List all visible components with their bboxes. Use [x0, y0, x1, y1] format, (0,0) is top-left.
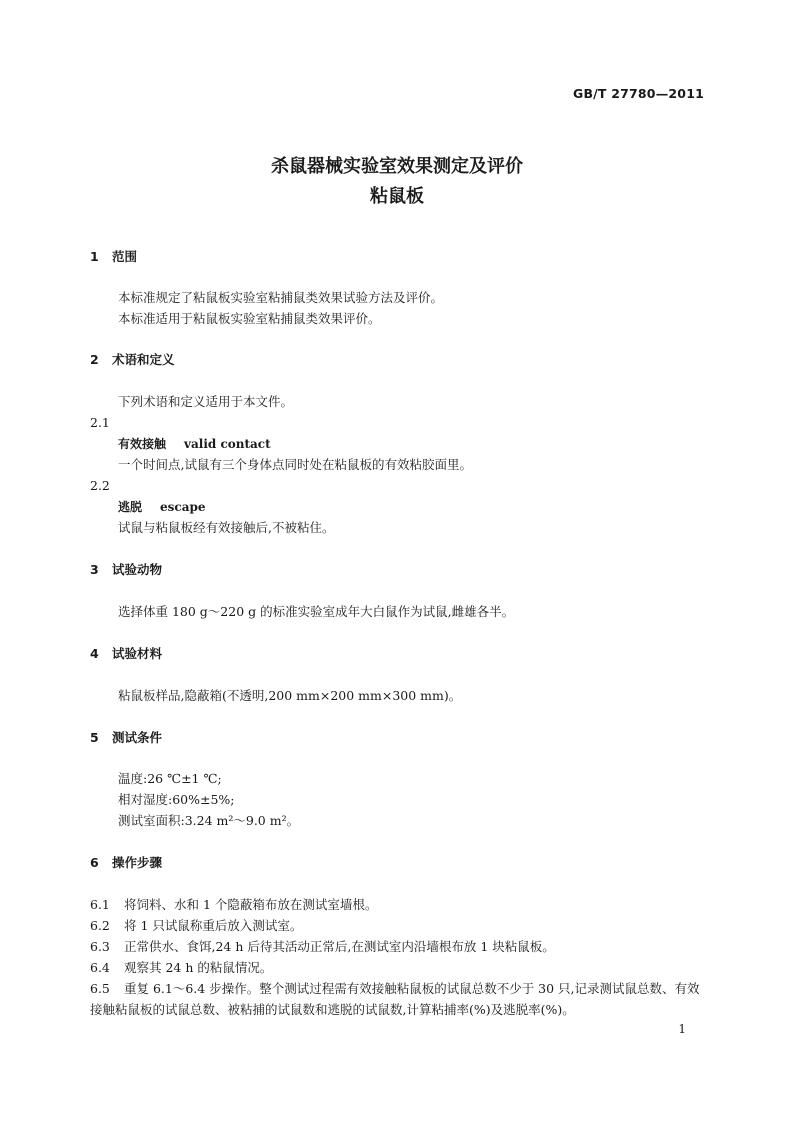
term-definition: 一个时间点,试鼠有三个身体点同时处在粘鼠板的有效粘胶面里。: [118, 457, 472, 472]
step-text: 观察其 24 h 的粘鼠情况。: [124, 960, 273, 975]
step-text: 重复 6.1～6.4 步操作。整个测试过程需有效接触粘鼠板的试鼠总数不少于 30 只,记录测试鼠总数、有效接触粘鼠板的试鼠总数、被粘捕的试鼠数和逃脱的试鼠数,计算粘捕率(%)及逃脱率(%)。: [90, 981, 700, 1017]
section-heading-3: [90, 562, 162, 578]
section-number: 2: [90, 352, 99, 367]
step-item: [90, 978, 705, 1020]
term-zh: 有效接触: [118, 437, 167, 451]
paragraph: 本标准适用于粘鼠板实验室粘捕鼠类效果评价。: [118, 311, 381, 326]
subsection-number: 2.2: [90, 478, 110, 493]
section-heading-6: [90, 855, 162, 871]
paragraph: 粘鼠板样品,隐蔽箱(不透明,200 mm×200 mm×300 mm)。: [118, 688, 462, 703]
section-heading-2: [90, 352, 175, 368]
term-en: escape: [160, 500, 206, 514]
section-heading-5: [90, 730, 162, 746]
step-text: 正常供水、食饵,24 h 后待其活动正常后,在测试室内沿墙根布放 1 块粘鼠板。: [124, 939, 555, 954]
step-number: 6.2: [90, 918, 110, 933]
section-number: 5: [90, 730, 99, 745]
section-heading-1: [90, 249, 137, 265]
step-item: [90, 939, 555, 955]
document-title: 杀鼠器械实验室效果测定及评价: [271, 156, 523, 177]
section-title: 测试条件: [112, 730, 163, 745]
step-number: 6.4: [90, 960, 110, 975]
document-subtitle: 粘鼠板: [370, 186, 424, 207]
step-text: 将 1 只试鼠称重后放入测试室。: [124, 918, 303, 933]
section-number: 1: [90, 249, 99, 264]
section-title: 试验材料: [112, 646, 163, 661]
condition-humidity: 相对湿度:60%±5%;: [118, 792, 235, 807]
term-zh: 逃脱: [118, 500, 143, 514]
standard-code: GB/T 27780—2011: [572, 86, 704, 101]
section-number: 3: [90, 562, 99, 577]
term-en: valid contact: [184, 437, 271, 451]
step-number: 6.3: [90, 939, 110, 954]
section-number: 4: [90, 646, 99, 661]
step-number: 6.1: [90, 897, 110, 912]
step-number: 6.5: [90, 981, 110, 996]
term-entry: [118, 436, 271, 452]
condition-room-area: 测试室面积:3.24 m²～9.0 m²。: [118, 813, 300, 828]
section-title: 范围: [112, 249, 138, 264]
subsection-number: 2.1: [90, 415, 110, 430]
step-item: [90, 897, 377, 913]
condition-temperature: 温度:26 ℃±1 ℃;: [118, 771, 222, 786]
paragraph: 本标准规定了粘鼠板实验室粘捕鼠类效果试验方法及评价。: [118, 290, 444, 305]
step-text: 将饲料、水和 1 个隐蔽箱布放在测试室墙根。: [124, 897, 378, 912]
section-heading-4: [90, 646, 162, 662]
section-title: 试验动物: [112, 562, 163, 577]
section-title: 术语和定义: [112, 352, 175, 367]
section-title: 操作步骤: [112, 855, 163, 870]
step-item: [90, 918, 302, 934]
page-number: 1: [678, 1022, 686, 1036]
step-item: [90, 960, 272, 976]
paragraph: 选择体重 180 g～220 g 的标准实验室成年大白鼠作为试鼠,雌雄各半。: [118, 604, 515, 619]
section-number: 6: [90, 855, 99, 870]
paragraph: 下列术语和定义适用于本文件。: [118, 394, 294, 409]
term-entry: [118, 499, 206, 515]
term-definition: 试鼠与粘鼠板经有效接触后,不被粘住。: [118, 520, 335, 535]
